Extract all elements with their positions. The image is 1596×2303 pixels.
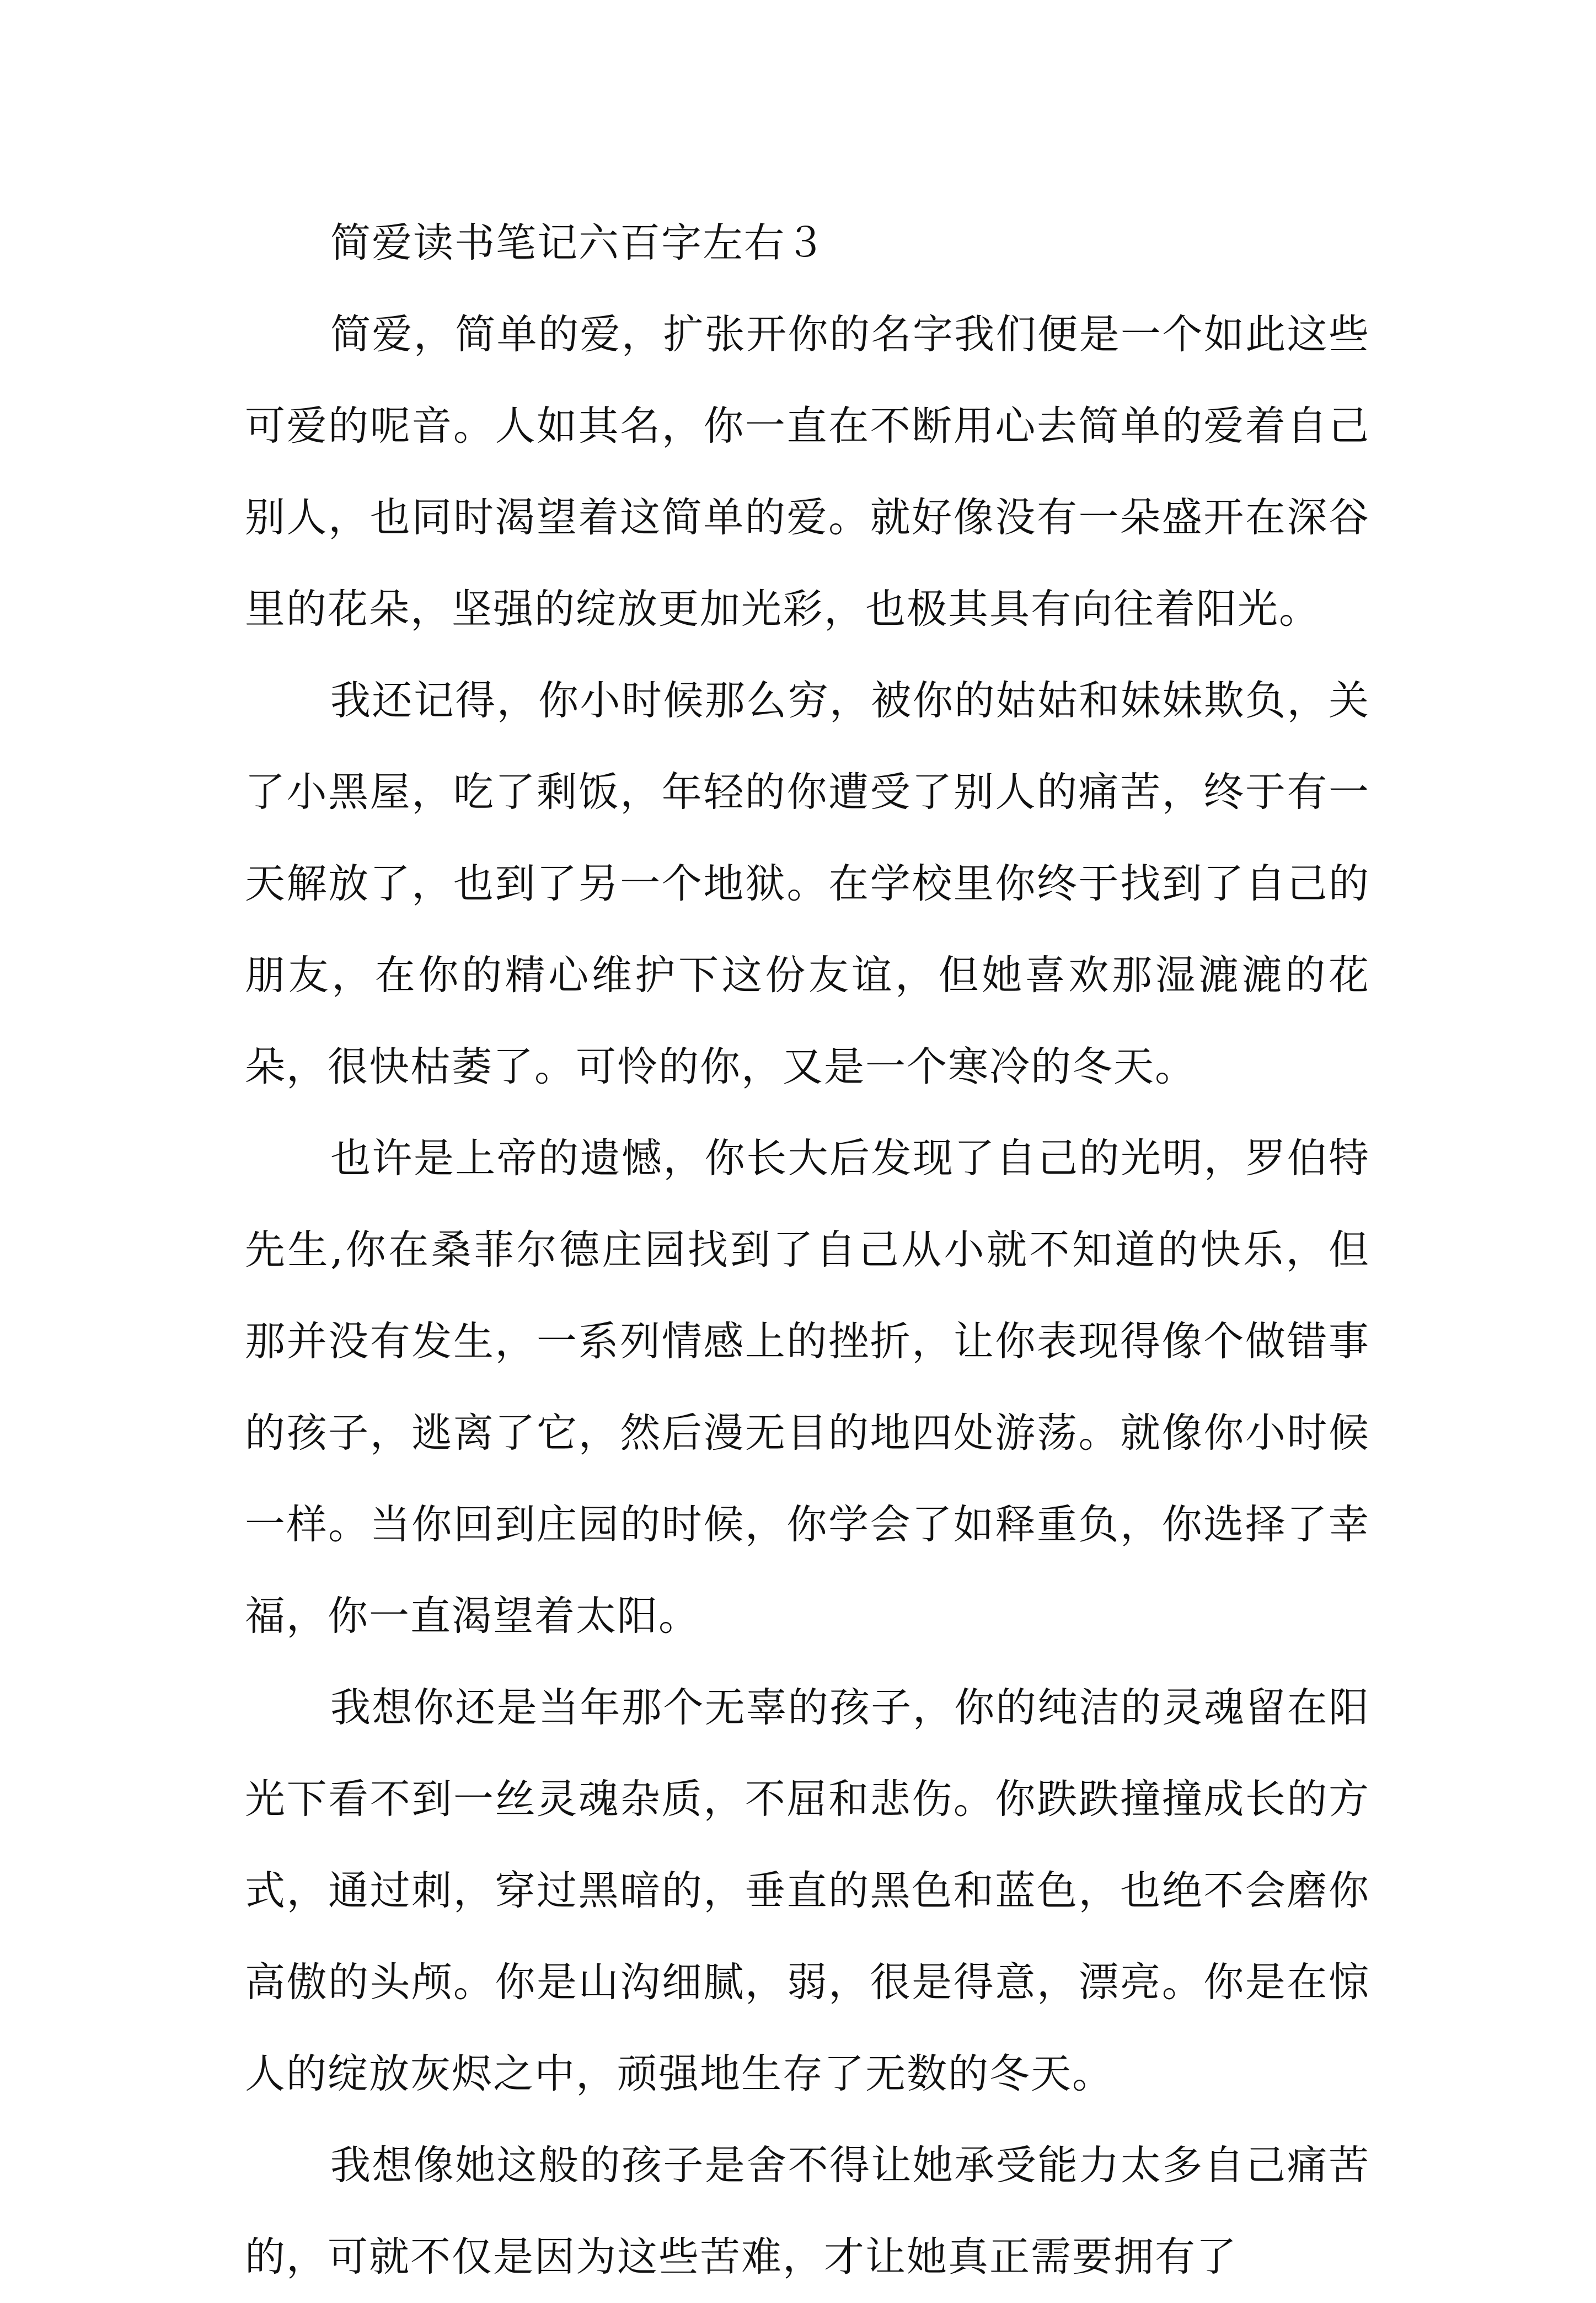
paragraph-1: 简爱，简单的爱，扩张开你的名字我们便是一个如此这些可爱的呢音。人如其名，你一直在不断用心去简单的爱着自己别人，也同时渴望着这简单的爱。就好像没有一朵盛开在深谷里的花朵，坚强的绽放更加光彩，也极其具有向往着阳光。 <box>245 311 1370 633</box>
document-body <box>245 197 1370 2303</box>
paragraph-3: 也许是上帝的遗憾，你长大后发现了自己的光明，罗伯特先生,你在桑菲尔德庄园找到了自己从小就不知道的快乐，但那并没有发生，一系列情感上的挫折，让你表现得像个做错事的孩子，逃离了它，然后漫无目的地四处游荡。就像你小时候一样。当你回到庄园的时候，你学会了如释重负，你选择了幸福，你一直渴望着太阳。 <box>245 1135 1370 1640</box>
document-title: 简爱读书笔记六百字左右３ <box>330 219 827 266</box>
paragraph-5: 我想像她这般的孩子是舍不得让她承受能力太多自己痛苦的，可就不仅是因为这些苦难，才让她真正需要拥有了 <box>245 2142 1370 2280</box>
paragraph-4: 我想你还是当年那个无辜的孩子，你的纯洁的灵魂留在阳光下看不到一丝灵魂杂质，不屈和悲伤。你跌跌撞撞成长的方式，通过刺，穿过黑暗的，垂直的黑色和蓝色，也绝不会磨你高傲的头颅。你是山沟细腻，弱，很是得意，漂亮。你是在惊人的绽放灰烬之中，顽强地生存了无数的冬天。 <box>245 1684 1370 2097</box>
paragraph-2: 我还记得，你小时候那么穷，被你的姑姑和妹妹欺负，关了小黑屋，吃了剩饭，年轻的你遭受了别人的痛苦，终于有一天解放了，也到了另一个地狱。在学校里你终于找到了自己的朋友，在你的精心维护下这份友谊，但她喜欢那湿漉漉的花朵，很快枯萎了。可怜的你，又是一个寒冷的冬天。 <box>245 677 1370 1090</box>
